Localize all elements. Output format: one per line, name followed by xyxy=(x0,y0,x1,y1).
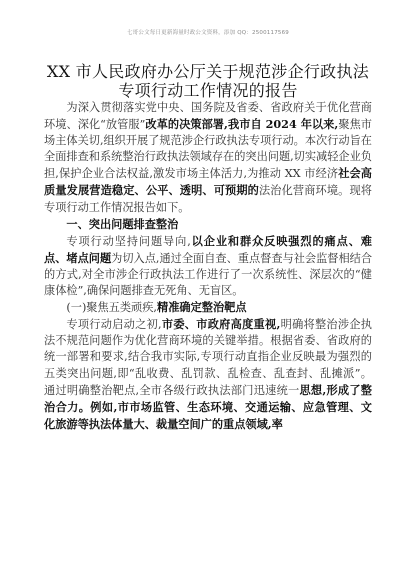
section-1-text-a: 专项行动坚持问题导向, xyxy=(66,234,191,248)
subsection-1-bold-f: 率 xyxy=(271,416,283,431)
subsection-1-heading-a: (一)聚焦五类顽疾, xyxy=(66,301,157,315)
intro-text-a: 为深入贯彻落实党中央、国务院及省委、省政府关于优化营商环境、深化“放管服” xyxy=(44,101,372,132)
subsection-1-paragraph xyxy=(44,316,372,433)
title-line-1: XX 市人民政府办公厅关于规范涉企行政执法 xyxy=(46,62,370,81)
section-1-heading-text: 一、突出问题排查整治 xyxy=(66,216,179,231)
section-1-heading xyxy=(44,216,372,233)
subsection-1-heading-b: 精准确定整治靶点 xyxy=(157,300,247,315)
section-1-text-c: 为切入点,通过全面自查、重点督查与社会监督相结合的方式,对全市涉企行政执法工作进行了一次系统性、深层次的“健康体检”,确保问题排查无死角、无盲区。 xyxy=(44,251,373,298)
intro-text-d: 法治化营商环境。现将专项行动工作情况报告如下。 xyxy=(44,184,372,214)
intro-bold-b: 社会高质量发展营造稳定、公平、透明、可预期的 xyxy=(44,166,372,198)
subsection-1-heading xyxy=(44,299,372,316)
document-title xyxy=(44,62,372,100)
subsection-1-text-c: 明确将整治涉企执法不规范问题作为优化营商环境的关键举措。根据省委、省政府的统一部署和要求,结合我市实际,专项行动直指企业反映最为强烈的五类突出问题,即“乱收费、乱罚款、乱检查、乱查封、乱摊派”。通过明确整治靶点,全市各级行政执法部门迅速统一 xyxy=(44,318,372,397)
watermark-text: 七哥公文每日更新海量时政公文资料，添加 QQ：2500117569 xyxy=(126,30,289,36)
intro-text-c: 聚焦市场主体关切,组织开展了规范涉企行政执法专项行动。本次行动旨在全面排查和系统整治行政执法领域存在的突出问题,切实减轻企业负担,保护企业合法权益,激发市场主体活力,为推动 XX 市经济 xyxy=(44,118,372,181)
intro-paragraph xyxy=(44,100,372,216)
subsection-1-bold-e: 市市场监管、生态环境、交通运输、应急管理、文化旅游等执法体量大、裁量空间广的重点领域, xyxy=(44,399,372,431)
section-1-bold: 以企业和群众反映强烈的痛点、难点、堵点问题 xyxy=(44,233,372,265)
subsection-1-text-a: 专项行动启动之初, xyxy=(66,318,162,332)
subsection-1-bold-d: 思想,形成了整治合力。例如, xyxy=(44,382,372,414)
subsection-1-bold-b: 市委、市政府高度重视, xyxy=(161,317,281,332)
title-line-2: 专项行动工作情况的报告 xyxy=(118,81,298,100)
section-1-paragraph xyxy=(44,233,372,299)
intro-bold-a: 改革的决策部署,我市自 2024 年以来, xyxy=(145,117,339,132)
